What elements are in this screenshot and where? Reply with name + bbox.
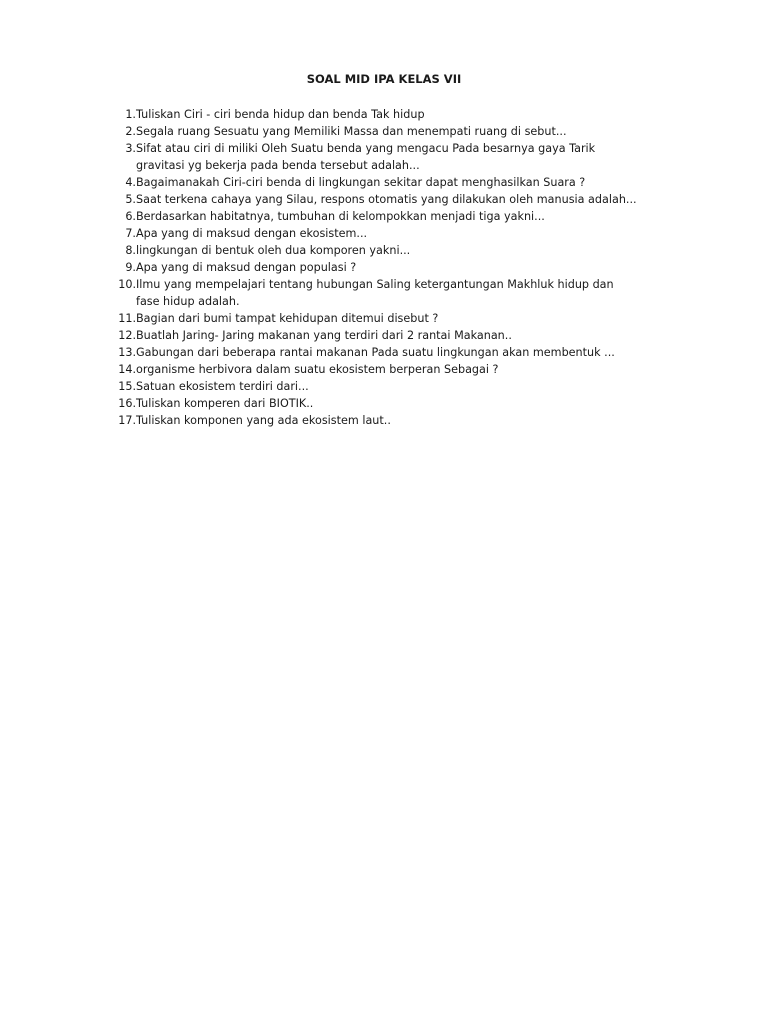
question-text <box>136 412 669 429</box>
question-text-line: fase hidup adalah. <box>136 295 240 308</box>
question-text <box>136 259 669 276</box>
question-text <box>136 123 669 140</box>
question-number-label: 6. <box>125 210 136 223</box>
question-number <box>109 106 136 123</box>
question-item <box>109 242 669 259</box>
question-number-label: 8. <box>125 244 136 257</box>
question-number <box>109 123 136 140</box>
question-item <box>109 327 669 344</box>
question-item <box>109 395 669 412</box>
question-item <box>109 106 669 123</box>
question-number-label: 15. <box>118 380 136 393</box>
question-item <box>109 123 669 140</box>
question-text-line: Ilmu yang mempelajari tentang hubungan Saling ketergantungan Makhluk hidup dan <box>136 278 614 291</box>
question-item <box>109 174 669 191</box>
question-item <box>109 191 669 208</box>
question-number-label: 2. <box>125 125 136 138</box>
question-text-line: organisme herbivora dalam suatu ekosistem berperan Sebagai ? <box>136 363 499 376</box>
question-text-line: Satuan ekosistem terdiri dari... <box>136 380 309 393</box>
question-number <box>109 208 136 225</box>
question-item <box>109 225 669 242</box>
question-number-label: 17. <box>118 414 136 427</box>
question-text <box>136 225 669 242</box>
question-text-line: Saat terkena cahaya yang Silau, respons otomatis yang dilakukan oleh manusia adalah... <box>136 193 637 206</box>
question-item <box>109 378 669 395</box>
question-item <box>109 344 669 361</box>
question-number <box>109 412 136 429</box>
question-item <box>109 276 669 310</box>
question-text-line: Segala ruang Sesuatu yang Memiliki Massa dan menempati ruang di sebut... <box>136 125 567 138</box>
question-text <box>136 140 669 174</box>
question-text-line: Apa yang di maksud dengan ekosistem... <box>136 227 368 240</box>
question-text <box>136 174 669 191</box>
question-item <box>109 361 669 378</box>
question-text-line: Apa yang di maksud dengan populasi ? <box>136 261 357 274</box>
question-number <box>109 276 136 310</box>
question-text <box>136 361 669 378</box>
question-text-line: gravitasi yg bekerja pada benda tersebut adalah... <box>136 159 420 172</box>
question-number <box>109 174 136 191</box>
question-number-label: 9. <box>125 261 136 274</box>
question-number-label: 1. <box>125 108 136 121</box>
question-number <box>109 395 136 412</box>
question-text-line: Tuliskan komperen dari BIOTIK.. <box>136 397 314 410</box>
question-text-line: Sifat atau ciri di miliki Oleh Suatu benda yang mengacu Pada besarnya gaya Tarik <box>136 142 596 155</box>
question-number <box>109 310 136 327</box>
question-text <box>136 327 669 344</box>
question-number-label: 11. <box>118 312 136 325</box>
question-number <box>109 327 136 344</box>
question-number-label: 4. <box>125 176 136 189</box>
question-number-label: 13. <box>118 346 136 359</box>
question-number <box>109 191 136 208</box>
question-number <box>109 140 136 174</box>
question-number-label: 10. <box>118 278 136 291</box>
question-item <box>109 412 669 429</box>
question-number-label: 7. <box>125 227 136 240</box>
question-text <box>136 191 669 208</box>
question-text <box>136 395 669 412</box>
question-number <box>109 361 136 378</box>
question-text <box>136 344 669 361</box>
question-number <box>109 344 136 361</box>
question-item <box>109 208 669 225</box>
question-list <box>109 106 669 429</box>
question-text-line: Gabungan dari beberapa rantai makanan Pada suatu lingkungan akan membentuk ... <box>136 346 615 359</box>
question-text <box>136 276 669 310</box>
question-number <box>109 378 136 395</box>
page-title: SOAL MID IPA KELAS VII <box>306 72 462 86</box>
question-text-line: Bagian dari bumi tampat kehidupan ditemui disebut ? <box>136 312 439 325</box>
question-text <box>136 106 669 123</box>
question-text <box>136 208 669 225</box>
question-number <box>109 225 136 242</box>
question-number-label: 16. <box>118 397 136 410</box>
question-number <box>109 242 136 259</box>
question-text-line: Tuliskan Ciri - ciri benda hidup dan benda Tak hidup <box>136 108 425 121</box>
question-item <box>109 140 669 174</box>
question-text-line: Berdasarkan habitatnya, tumbuhan di kelompokkan menjadi tiga yakni... <box>136 210 545 223</box>
question-text <box>136 378 669 395</box>
question-number <box>109 259 136 276</box>
question-text-line: Bagaimanakah Ciri-ciri benda di lingkungan sekitar dapat menghasilkan Suara ? <box>136 176 586 189</box>
question-text-line: Buatlah Jaring- Jaring makanan yang terdiri dari 2 rantai Makanan.. <box>136 329 512 342</box>
question-text-line: lingkungan di bentuk oleh dua komporen yakni... <box>136 244 411 257</box>
question-number-label: 14. <box>118 363 136 376</box>
question-text <box>136 242 669 259</box>
question-number-label: 5. <box>125 193 136 206</box>
question-number-label: 12. <box>118 329 136 342</box>
question-item <box>109 310 669 327</box>
question-item <box>109 259 669 276</box>
question-text <box>136 310 669 327</box>
question-text-line: Tuliskan komponen yang ada ekosistem laut.. <box>136 414 391 427</box>
question-number-label: 3. <box>125 142 136 155</box>
